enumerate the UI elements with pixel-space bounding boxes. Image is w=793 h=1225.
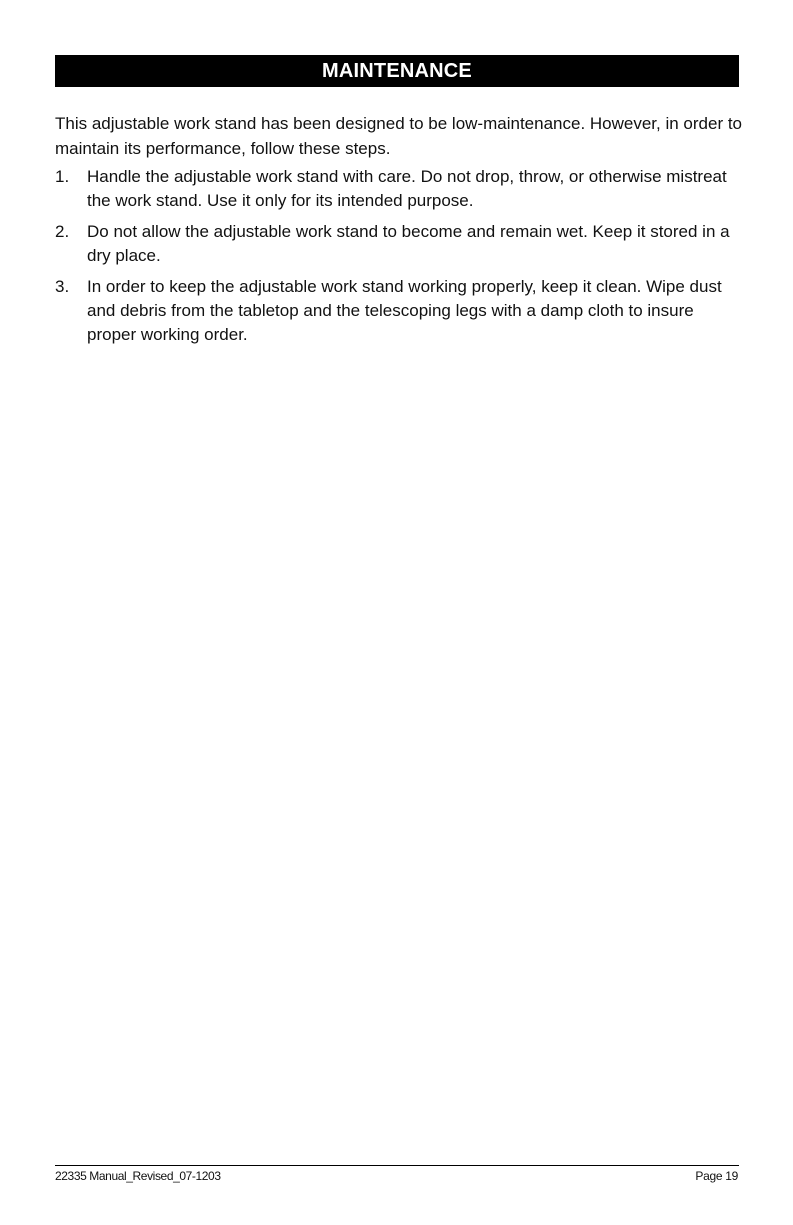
section-title: MAINTENANCE [322, 59, 472, 82]
list-item [55, 220, 745, 268]
maintenance-steps-list [55, 165, 745, 354]
step-number: 3. [55, 277, 70, 296]
step-text: In order to keep the adjustable work stand working properly, keep it clean. Wipe dust and debris from the tabletop and the telescoping legs with a damp cloth to insure proper working order. [87, 277, 722, 344]
list-item [55, 165, 745, 213]
step-number: 2. [55, 222, 70, 241]
step-text: Handle the adjustable work stand with care. Do not drop, throw, or otherwise mistreat the work stand. Use it only for its intended purpose. [87, 167, 727, 210]
footer-divider [55, 1165, 739, 1166]
step-number: 1. [55, 167, 70, 186]
footer-document-id: 22335 Manual_Revised_07-1203 [55, 1169, 221, 1183]
section-header [55, 55, 739, 87]
list-item [55, 275, 745, 347]
footer-page-number: Page 19 [695, 1169, 738, 1183]
intro-paragraph: This adjustable work stand has been designed to be low-maintenance. However, in order to maintain its performance, follow these steps. [55, 114, 743, 158]
step-text: Do not allow the adjustable work stand to become and remain wet. Keep it stored in a dry place. [87, 222, 730, 265]
